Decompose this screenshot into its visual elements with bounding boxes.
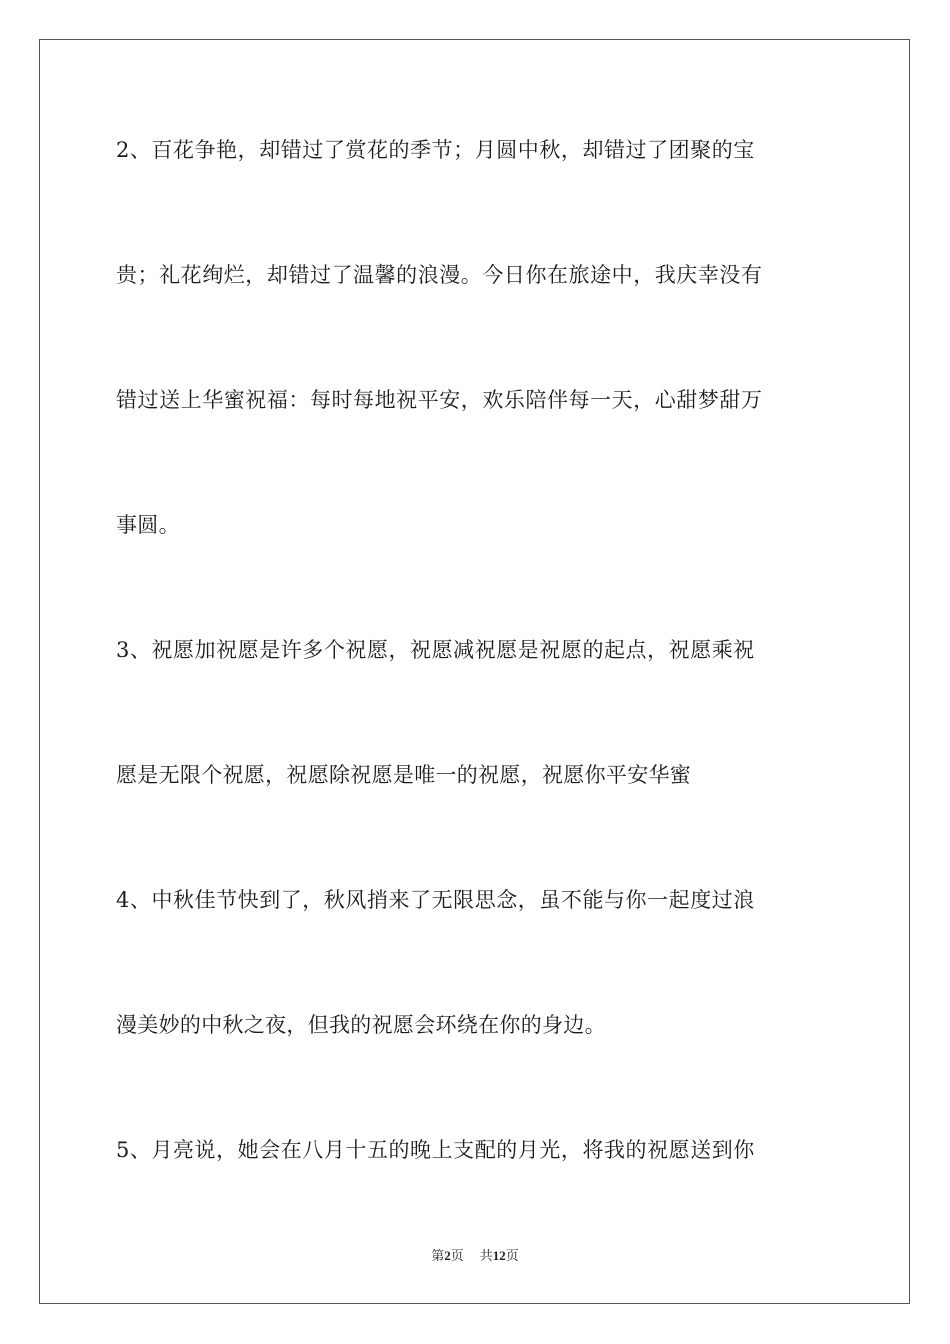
total-pages: 12 [492,1248,506,1263]
page-footer [0,1247,950,1265]
page-prefix: 第 [431,1248,445,1263]
text-line-1: 2、百花争艳，却错过了赏花的季节；月圆中秋，却错过了团聚的宝 [116,138,755,162]
text-line-9: 5、月亮说，她会在八月十五的晚上支配的月光，将我的祝愿送到你 [116,1138,755,1162]
text-line-6: 愿是无限个祝愿，祝愿除祝愿是唯一的祝愿，祝愿你平安华蜜 [116,763,692,787]
text-line-8: 漫美妙的中秋之夜，但我的祝愿会环绕在你的身边。 [116,1013,606,1037]
total-suffix: 页 [505,1248,519,1263]
text-line-5: 3、祝愿加祝愿是许多个祝愿，祝愿减祝愿是祝愿的起点，祝愿乘祝 [116,638,755,662]
text-line-3: 错过送上华蜜祝福：每时每地祝平安，欢乐陪伴每一天，心甜梦甜万 [116,388,763,412]
page-border [39,39,910,1304]
text-line-4: 事圆。 [116,513,180,537]
text-line-7: 4、中秋佳节快到了，秋风捎来了无限思念，虽不能与你一起度过浪 [116,888,755,912]
text-line-2: 贵；礼花绚烂，却错过了温馨的浪漫。今日你在旅途中，我庆幸没有 [116,263,763,287]
page-number: 2 [444,1248,451,1263]
total-prefix: 共 [479,1248,493,1263]
page-suffix: 页 [450,1248,464,1263]
